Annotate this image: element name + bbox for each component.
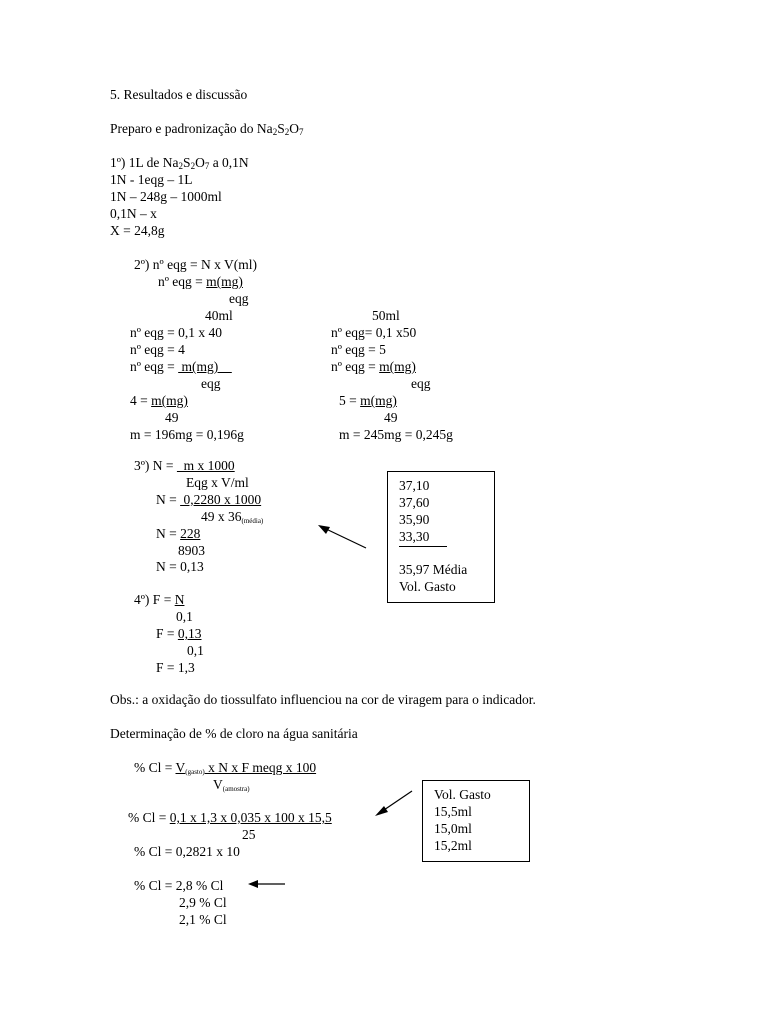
- step2-line3: eqg: [229, 291, 249, 306]
- step2-left-l6: 49: [165, 410, 179, 425]
- observation: Obs.: a oxidação do tiossulfato influenciou na cor de viragem para o indicador.: [110, 692, 536, 707]
- step3-l2: Eqg x V/ml: [186, 475, 249, 490]
- chlorine-result-1: % Cl = 0,2821 x 10: [134, 844, 240, 859]
- chlorine-formula: % $Cl = V_{(gasto)}$ x N x F meqg x 100: [134, 760, 317, 776]
- step3-l5: N = 228: [156, 526, 201, 541]
- step2-right-head: 50ml: [372, 308, 400, 323]
- box1-media: 35,97 Média: [399, 562, 468, 577]
- step2-right-l2: nº eqg = 5: [331, 342, 386, 357]
- step2-left-l2: nº eqg = 4: [130, 342, 185, 357]
- step2-left-l3: nº eqg = m(mg): [130, 359, 232, 374]
- step3-l7: N = 0,13: [156, 559, 204, 574]
- step2-right-l4: eqg: [411, 376, 431, 391]
- box2-value: 15,5ml: [434, 804, 472, 819]
- box1-value: 33,30: [399, 529, 430, 544]
- step2-right-l3: nº eqg = m(mg): [331, 359, 416, 374]
- step4-l3: F = 0,13: [156, 626, 202, 641]
- box2-value: 15,2ml: [434, 838, 472, 853]
- box2-value: 15,0ml: [434, 821, 472, 836]
- chlorine-formula-denominator: $V_{(amostra)}$: [213, 777, 250, 793]
- step1-line3: 1N – 248g – 1000ml: [110, 189, 222, 204]
- step2-right-l1: nº eqg= 0,1 x50: [331, 325, 417, 340]
- box1-value: 35,90: [399, 512, 430, 527]
- chlorine-title: Determinação de % de cloro na água sanitária: [110, 726, 358, 741]
- step3-l6: 8903: [178, 543, 205, 558]
- section-title: 5. Resultados e discussão: [110, 87, 248, 102]
- step1-line2: 1N - 1eqg – 1L: [110, 172, 193, 187]
- box1-value: 37,60: [399, 495, 430, 510]
- chlorine-calc-denominator: 25: [242, 827, 256, 842]
- step2-line2: nº eqg = m(mg): [158, 274, 243, 289]
- chlorine-result-alt: 2,1 % Cl: [179, 912, 227, 927]
- step2-right-l5: 5 = m(mg): [339, 393, 397, 408]
- box2-label: Vol. Gasto: [434, 787, 491, 802]
- step3-l1: 3º) N = m x 1000: [134, 458, 235, 473]
- step2-right-l7: m = 245mg = 0,245g: [339, 427, 453, 442]
- step1-line1: 1º) 1L de $Na_2S_2O_7$ a 0,1N: [110, 155, 249, 171]
- chlorine-calc: % Cl = 0,1 x 1,3 x 0,035 x 100 x 15,5: [128, 810, 332, 825]
- step2-left-l5: 4 = m(mg): [130, 393, 188, 408]
- step4-l5: F = 1,3: [156, 660, 195, 675]
- step2-left-l7: m = 196mg = 0,196g: [130, 427, 244, 442]
- step2-left-l4: eqg: [201, 376, 221, 391]
- step4-l4: 0,1: [187, 643, 204, 658]
- box1-label: Vol. Gasto: [399, 579, 456, 594]
- step3-l4: 49 x $36_{(média)}$: [201, 509, 264, 525]
- step2-line1: 2º) nº eqg = N x V(ml): [134, 257, 257, 272]
- step4-l2: 0,1: [176, 609, 193, 624]
- chlorine-result-final: % Cl = 2,8 % Cl: [134, 878, 224, 893]
- box1-value: 37,10: [399, 478, 430, 493]
- chlorine-result-alt: 2,9 % Cl: [179, 895, 227, 910]
- step2-right-l6: 49: [384, 410, 398, 425]
- step2-left-l1: nº eqg = 0,1 x 40: [130, 325, 223, 340]
- step3-l3: N = 0,2280 x 1000: [156, 492, 262, 507]
- step2-left-head: 40ml: [205, 308, 233, 323]
- step4-l1: 4º) F = N: [134, 592, 185, 607]
- step1-line5: X = 24,8g: [110, 223, 165, 238]
- step1-line4: 0,1N – x: [110, 206, 157, 221]
- prep-title: Preparo e padronização do $Na_2S_2O_7$: [110, 121, 304, 137]
